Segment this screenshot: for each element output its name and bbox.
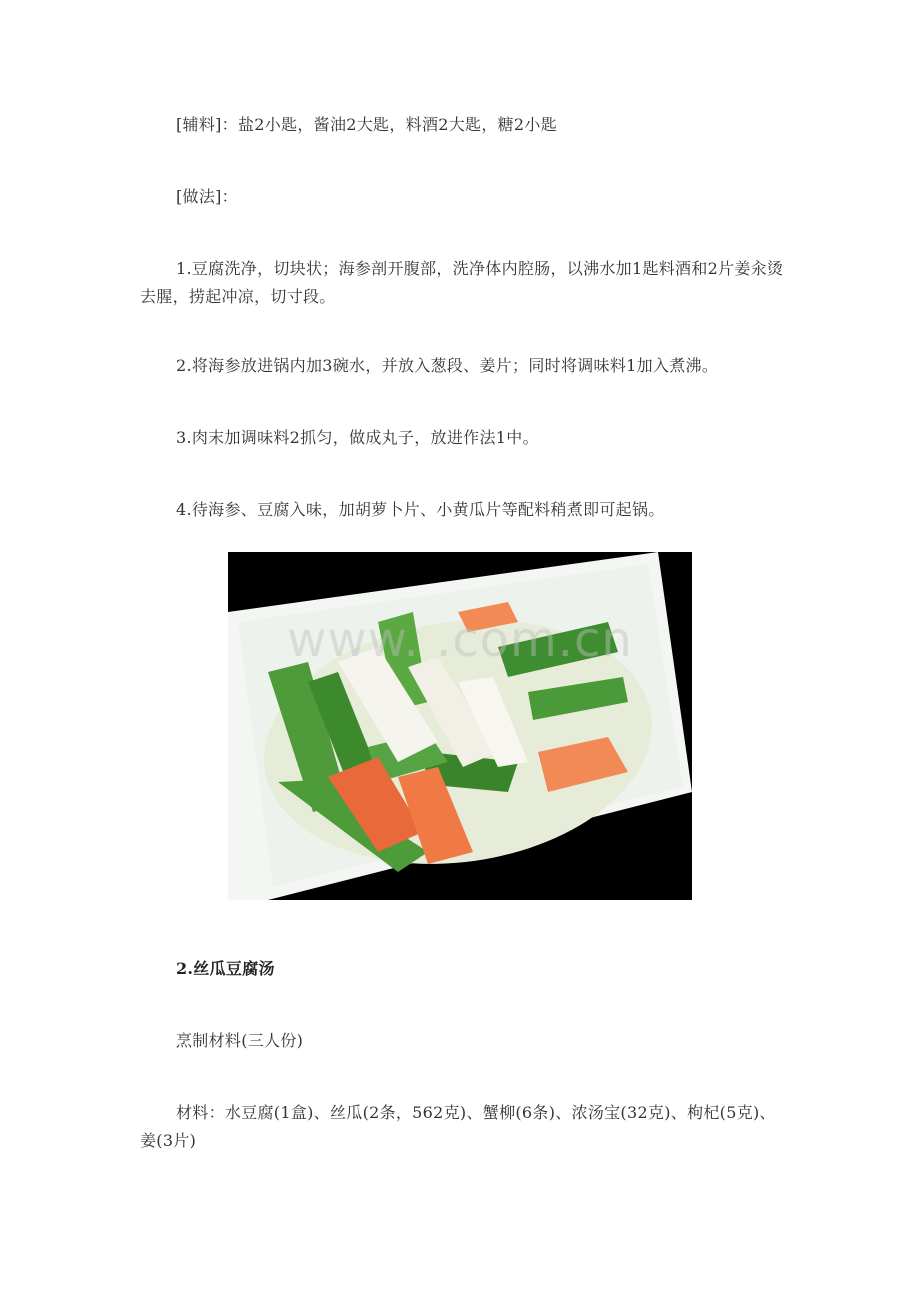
photo-watermark: www. .com.cn <box>287 612 633 668</box>
method-heading: [做法]： <box>176 187 238 206</box>
recipe2-servings: 烹制材料(三人份) <box>176 1031 304 1050</box>
seasoning-line: [辅料]：盐2小匙，酱油2大匙，料酒2大匙，糖2小匙 <box>176 115 558 134</box>
dish-photo <box>228 552 692 900</box>
step-1: 1.豆腐洗净，切块状；海参剖开腹部，洗净体内腔肠，以沸水加1匙料酒和2片姜汆烫去腥，捞起冲凉，切寸段。 <box>140 259 784 306</box>
recipe2-ingredients: 材料：水豆腐(1盒)、丝瓜(2条，562克)、蟹柳(6条)、浓汤宝(32克)、枸杞(5克)、姜(3片) <box>140 1103 776 1150</box>
dish-photo-image <box>228 552 692 900</box>
step-3: 3.肉末加调味料2抓匀，做成丸子，放进作法1中。 <box>176 428 539 447</box>
recipe2-title: 2.丝瓜豆腐汤 <box>176 959 275 978</box>
step-4: 4.待海参、豆腐入味，加胡萝卜片、小黄瓜片等配料稍煮即可起锅。 <box>176 500 665 519</box>
step-2: 2.将海参放进锅内加3碗水，并放入葱段、姜片；同时将调味料1加入煮沸。 <box>176 356 719 375</box>
